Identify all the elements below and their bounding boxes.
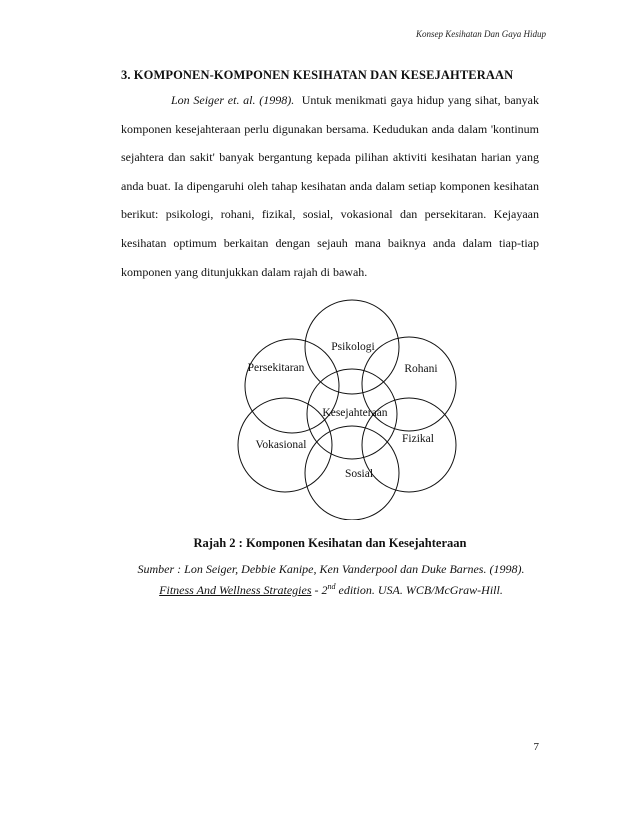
section-title: 3. KOMPONEN-KOMPONEN KESIHATAN DAN KESEJAHTERAAN (121, 68, 514, 82)
edition-superscript: nd (327, 582, 336, 591)
running-header: Konsep Kesihatan Dan Gaya Hidup (416, 29, 546, 39)
label-sosial: Sosial (344, 468, 374, 480)
edition-suffix: edition. USA. WCB/McGraw-Hill. (335, 583, 503, 597)
book-title: Fitness And Wellness Strategies (159, 583, 312, 597)
source-line: Sumber : Lon Seiger, Debbie Kanipe, Ken Vanderpool dan Duke Barnes. (1998). (137, 562, 525, 576)
author-citation: Lon Seiger et. al. (1998). (171, 93, 295, 107)
edition-prefix: - 2 (311, 583, 328, 597)
label-persekitaran: Persekitaran (247, 362, 305, 374)
label-rohani: Rohani (404, 363, 438, 375)
paragraph-text: Untuk menikmati gaya hidup yang sihat, banyak komponen kesejahteraan perlu digunakan bersama. Kedudukan anda dalam 'kontinum sejahtera dan sakit' banyak bergantung kepada pilihan aktiviti kesihatan harian yang anda buat. Ia dipengaruhi oleh tahap kesihatan anda dalam setiap komponen kesihatan berikut: psikologi, rohani, fizikal, sosial, vokasional dan persekitaran. Kejayaan kesihatan optimum berkaitan dengan sejauh mana baiknya anda dalam tiap-tiap komponen yang ditunjukkan dalam rajah di bawah. (121, 93, 539, 279)
page-number: 7 (533, 741, 539, 753)
label-vokasional: Vokasional (255, 439, 307, 451)
wellness-components-diagram (225, 290, 485, 520)
label-fizikal: Fizikal (402, 433, 434, 445)
label-kesejahteraan: Kesejahteraan (322, 407, 388, 419)
figure-source (121, 561, 541, 599)
body-paragraph (121, 86, 539, 286)
figure-caption: Rajah 2 : Komponen Kesihatan dan Kesejahteraan (193, 536, 467, 550)
label-psikologi: Psikologi (331, 341, 375, 353)
